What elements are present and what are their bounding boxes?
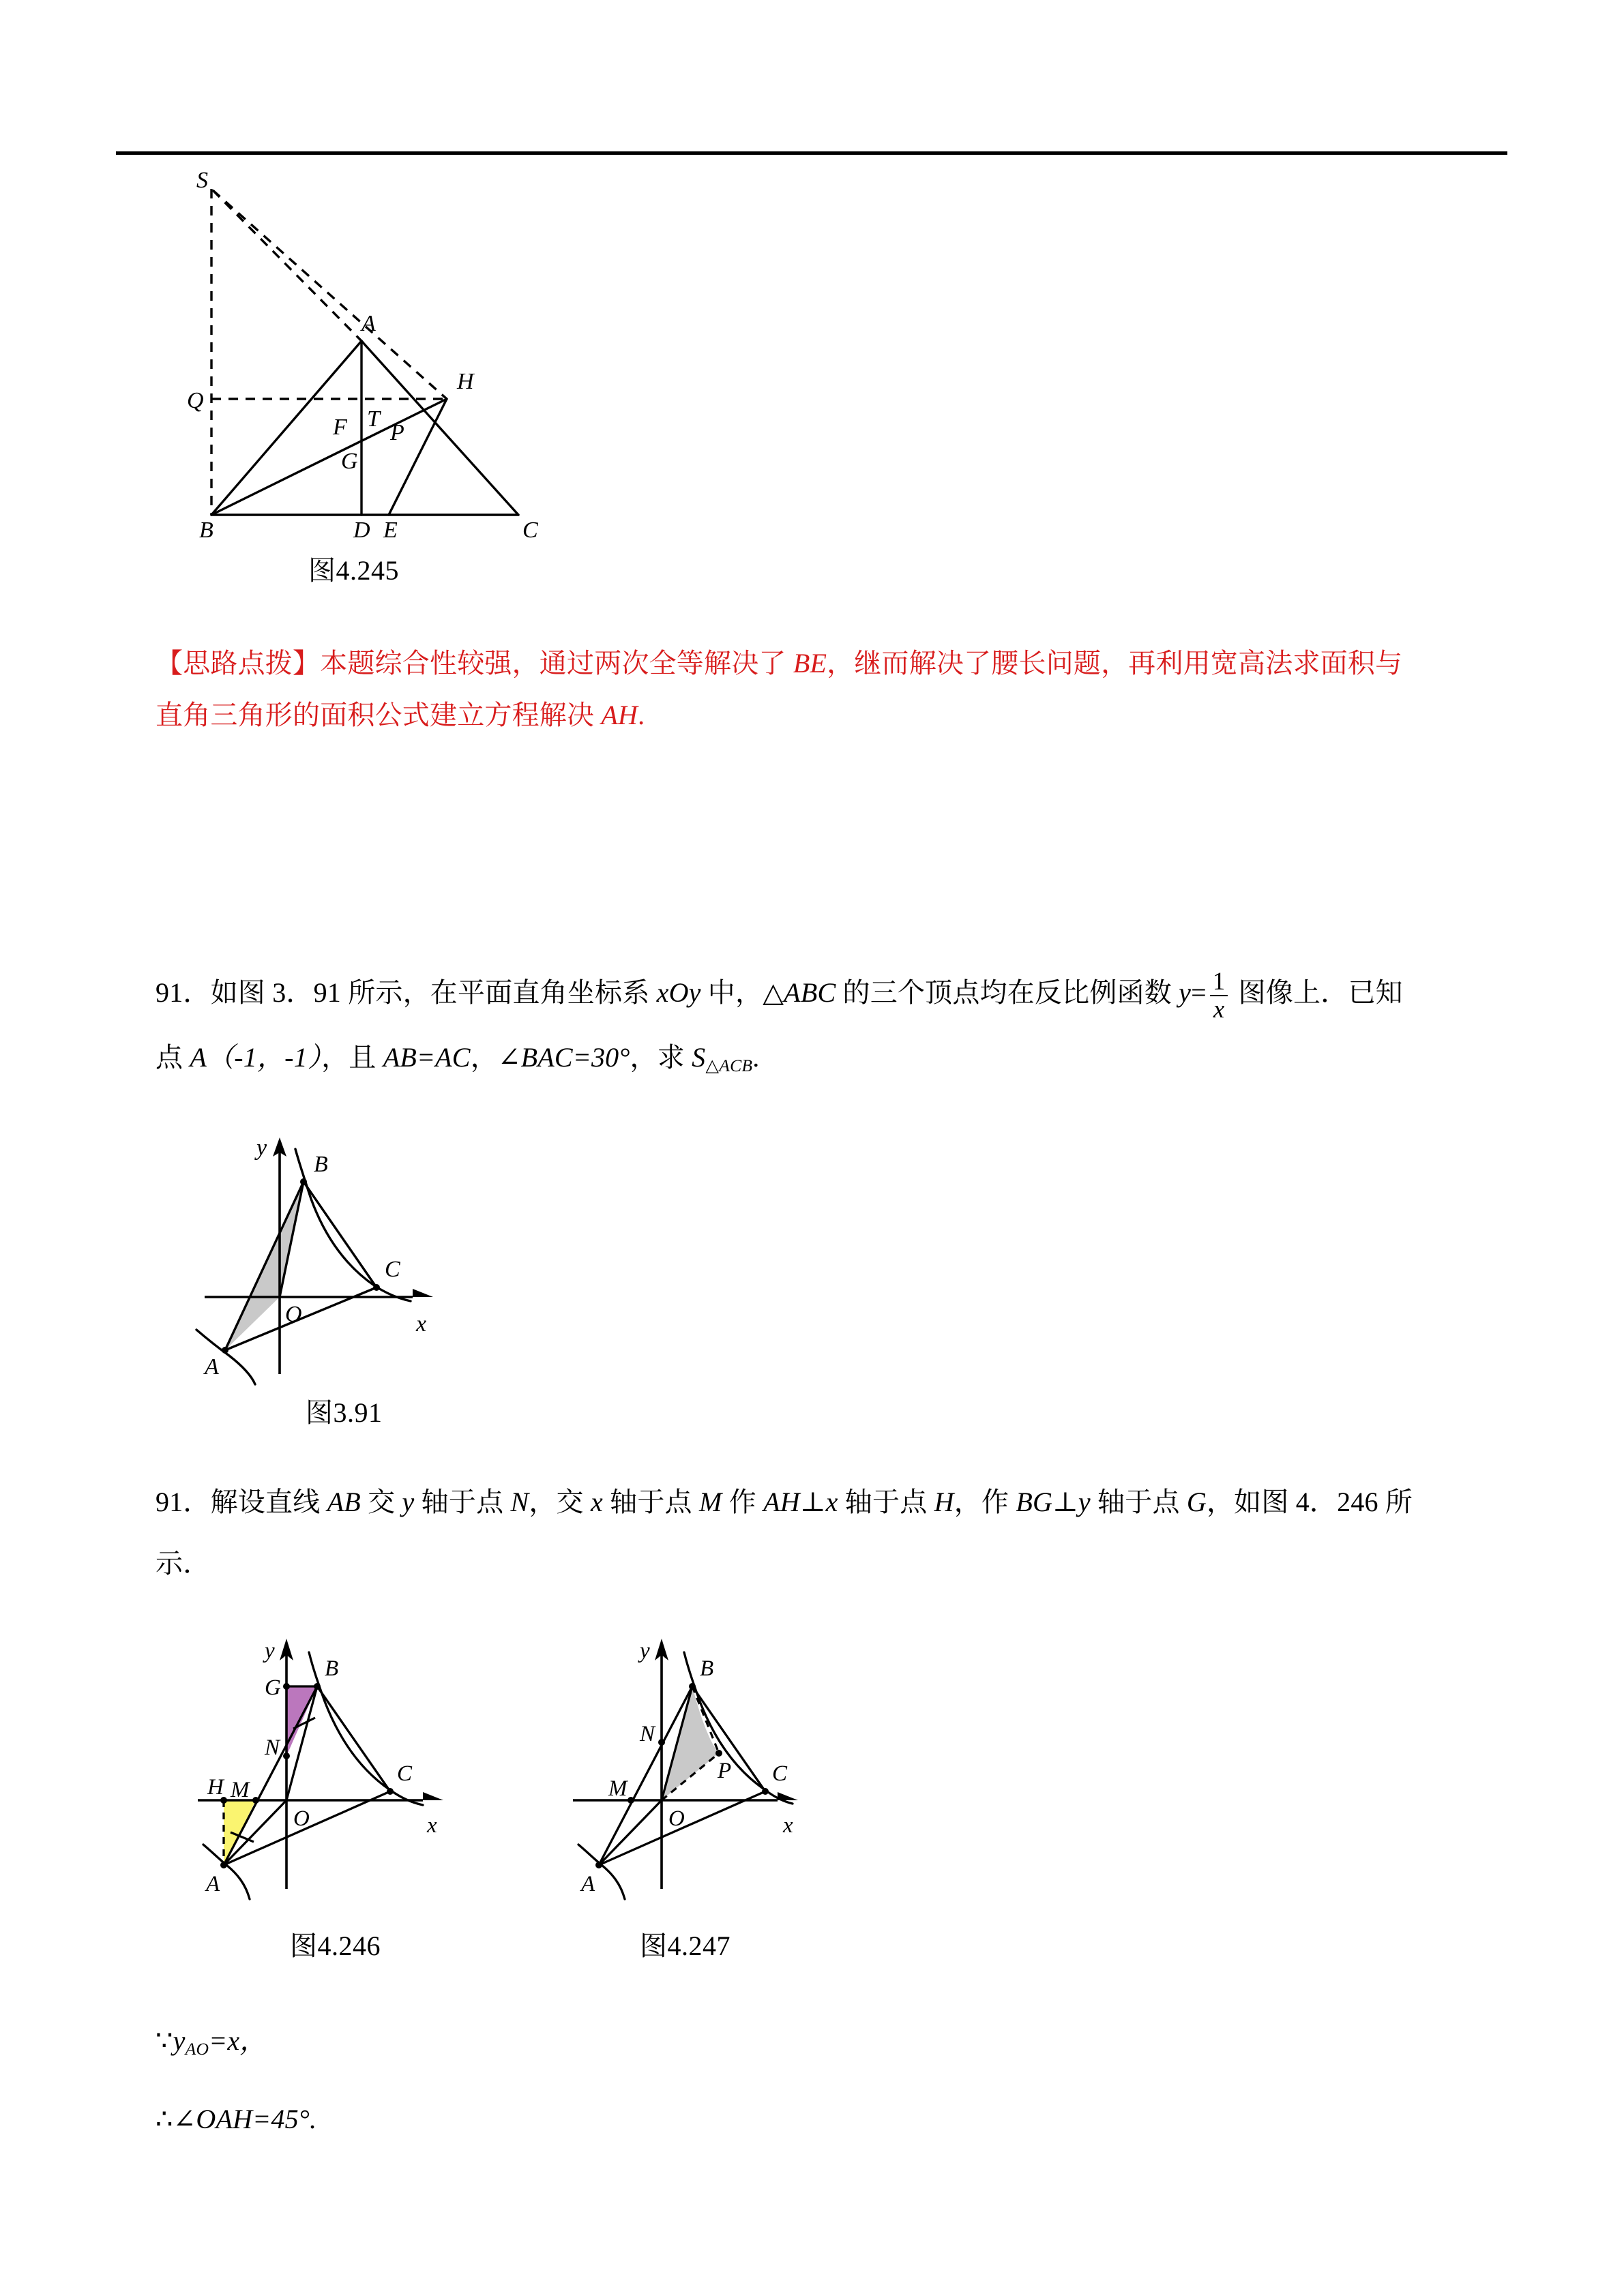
solution-91-seg12: ，如图 4．246 所	[1206, 1487, 1413, 1517]
solution-91-point-n: N	[510, 1487, 529, 1517]
fig4245-label-E: E	[383, 518, 398, 543]
hint-line1-b: ，继而解决了腰长问题，再利用宽高法求面积与	[827, 648, 1403, 679]
fig4245-label-G: G	[341, 449, 358, 474]
figure-4-246	[198, 1633, 539, 1906]
problem-91-line2-seg3: ，	[470, 1042, 498, 1073]
fig4246-label-y: y	[265, 1639, 275, 1663]
solution-91-seg-bg: BG	[1016, 1487, 1053, 1517]
problem-91-angle-bac: ∠BAC=30°	[497, 1042, 630, 1073]
hint-line2-b: .	[638, 700, 645, 730]
fig4246-label-G: G	[265, 1675, 281, 1700]
conclusion-equals-x: =x，	[209, 2025, 267, 2056]
fraction-numerator: 1	[1212, 967, 1226, 996]
solution-91-perp2: ⊥	[1052, 1487, 1078, 1517]
solution-91-axis-y1: y	[402, 1487, 415, 1517]
fig4245-label-B: B	[199, 518, 213, 543]
therefore-symbol: ∴	[156, 2104, 173, 2134]
conclusion-y: y	[173, 2025, 186, 2056]
problem-91-fraction	[1210, 968, 1228, 1022]
problem-91-area-subscript: △ACB	[705, 1056, 753, 1076]
fig4245-label-D: D	[353, 518, 370, 543]
problem-91-line2-seg5: .	[752, 1042, 760, 1073]
conclusion-line-2	[156, 2093, 316, 2145]
problem-91-math-y: y	[1179, 977, 1192, 1008]
fig391-x-arrow	[413, 1289, 433, 1297]
solution-91-line2: 示．	[156, 1548, 211, 1579]
figure-4-246-caption: 图4.246	[290, 1930, 381, 1961]
figure-4-247-caption: 图4.247	[640, 1930, 730, 1961]
fig4246-label-B: B	[325, 1656, 339, 1681]
problem-91-seg2: 中，	[700, 977, 763, 1008]
fig4247-seg-OA	[599, 1800, 662, 1865]
hint-line1-math: BE	[793, 648, 827, 679]
problem-91-statement	[156, 967, 1506, 1084]
fig4246-label-H: H	[207, 1775, 224, 1800]
fig4247-label-N: N	[640, 1722, 655, 1746]
figure-4-245-caption: 图4.245	[308, 555, 399, 586]
fig4246-label-O: O	[293, 1806, 310, 1831]
solution-91-seg8: 轴于点	[838, 1487, 934, 1517]
fig4246-label-C: C	[397, 1761, 413, 1786]
problem-91-line2-seg2: ，且	[321, 1042, 383, 1073]
hint-block	[156, 638, 1492, 741]
figure-3-91	[171, 1125, 498, 1384]
solution-91-point-h: H	[934, 1487, 954, 1517]
because-symbol: ∵	[156, 2025, 173, 2056]
problem-91-line2-seg4: ，求	[630, 1042, 692, 1073]
problem-91-math-eq: =	[1191, 977, 1207, 1008]
solution-91-number: 91．	[156, 1487, 211, 1517]
fig4247-shaded-region	[662, 1686, 719, 1800]
fig391-label-y: y	[256, 1135, 267, 1161]
fig4245-label-Q: Q	[187, 388, 204, 413]
hint-line1-a: 本题综合性较强，通过两次全等解决了	[320, 648, 793, 679]
solution-91-point-g: G	[1186, 1487, 1207, 1517]
fig391-label-C: C	[385, 1257, 400, 1282]
fig4246-label-N: N	[265, 1735, 280, 1760]
fig391-label-x: x	[416, 1311, 427, 1337]
solution-91-seg5: 轴于点	[602, 1487, 699, 1517]
fig391-seg-BC	[304, 1182, 377, 1287]
fig4247-label-y: y	[640, 1639, 650, 1663]
fig4247-label-O: O	[668, 1806, 685, 1831]
problem-91-coords: （-1，-1）	[207, 1042, 322, 1073]
problem-91-number: 91．	[156, 977, 211, 1008]
fig4246-line-AB	[224, 1686, 317, 1865]
conclusion-line-1	[156, 2015, 267, 2067]
solution-91-seg2: 交	[360, 1487, 402, 1517]
fig4247-label-M: M	[608, 1776, 628, 1801]
fig4245-label-T: T	[367, 406, 380, 432]
fig4245-label-H: H	[457, 369, 474, 394]
solution-91-axis-x2: x	[825, 1487, 838, 1517]
fig391-label-O: O	[285, 1302, 302, 1327]
problem-91-math-triangle-abc: △ABC	[763, 977, 836, 1008]
problem-91-seg3: 的三个顶点均在反比例函数	[836, 977, 1179, 1008]
solution-91-perp1: ⊥	[799, 1487, 826, 1517]
fig4247-label-B: B	[700, 1656, 714, 1681]
fig4245-label-P: P	[390, 420, 404, 445]
fig4247-label-x: x	[783, 1813, 793, 1838]
solution-91-axis-x1: x	[590, 1487, 603, 1517]
fig391-label-B: B	[314, 1152, 328, 1177]
solution-91-seg9: ，作	[954, 1487, 1016, 1517]
fig4245-label-A: A	[361, 311, 376, 336]
solution-91-seg3: 轴于点	[414, 1487, 511, 1517]
fig4246-label-x: x	[427, 1813, 437, 1838]
conclusion-y-subscript: AO	[185, 2039, 209, 2059]
problem-91-line2-seg1: 点	[156, 1042, 190, 1073]
fig4245-label-S: S	[196, 168, 208, 193]
fig4246-seg-BC	[317, 1686, 390, 1791]
fig4247-label-C: C	[772, 1761, 788, 1786]
problem-91-area-symbol: S	[692, 1042, 706, 1073]
header-rule	[116, 151, 1507, 155]
problem-91-seg1: 如图 3．91 所示，在平面直角坐标系	[210, 977, 657, 1008]
solution-91-seg11: 轴于点	[1090, 1487, 1187, 1517]
hint-line2-a: 直角三角形的面积公式建立方程解决	[156, 700, 602, 730]
figure-3-91-caption: 图3.91	[306, 1397, 383, 1428]
problem-91-seg4: 图像上．已知	[1231, 977, 1403, 1008]
figure-4-245	[136, 168, 628, 543]
solution-91-axis-y2: y	[1078, 1487, 1091, 1517]
conclusion-angle-oah: ∠OAH=45°.	[173, 2104, 317, 2134]
problem-91-point-a: A	[190, 1042, 207, 1073]
solution-91-seg6: 作	[722, 1487, 764, 1517]
figure-4-247	[573, 1633, 914, 1906]
problem-91-ab-equals-ac: AB=AC	[383, 1042, 471, 1073]
solution-91-seg-ah: AH	[763, 1487, 800, 1517]
solution-91-text	[156, 1476, 1506, 1590]
hint-line2-math: AH	[601, 700, 638, 730]
fig4245-label-F: F	[333, 415, 347, 440]
fraction-denominator: x	[1210, 995, 1228, 1023]
fig391-label-A: A	[205, 1354, 219, 1380]
fig4246-label-A: A	[206, 1872, 220, 1896]
fig4245-label-C: C	[522, 518, 538, 543]
problem-91-math-xoy: xOy	[656, 977, 701, 1008]
fig4246-label-M: M	[231, 1778, 250, 1802]
fig4247-label-A: A	[581, 1872, 595, 1896]
fig4247-label-P: P	[718, 1759, 732, 1783]
solution-91-line-ab: AB	[327, 1487, 361, 1517]
hint-bracket-label: 【思路点拨】	[156, 648, 321, 679]
solution-91-seg1: 解设直线	[210, 1487, 327, 1517]
solution-91-point-m: M	[698, 1487, 722, 1517]
solution-91-seg4: ，交	[529, 1487, 591, 1517]
fig4246-x-arrow	[423, 1792, 443, 1800]
